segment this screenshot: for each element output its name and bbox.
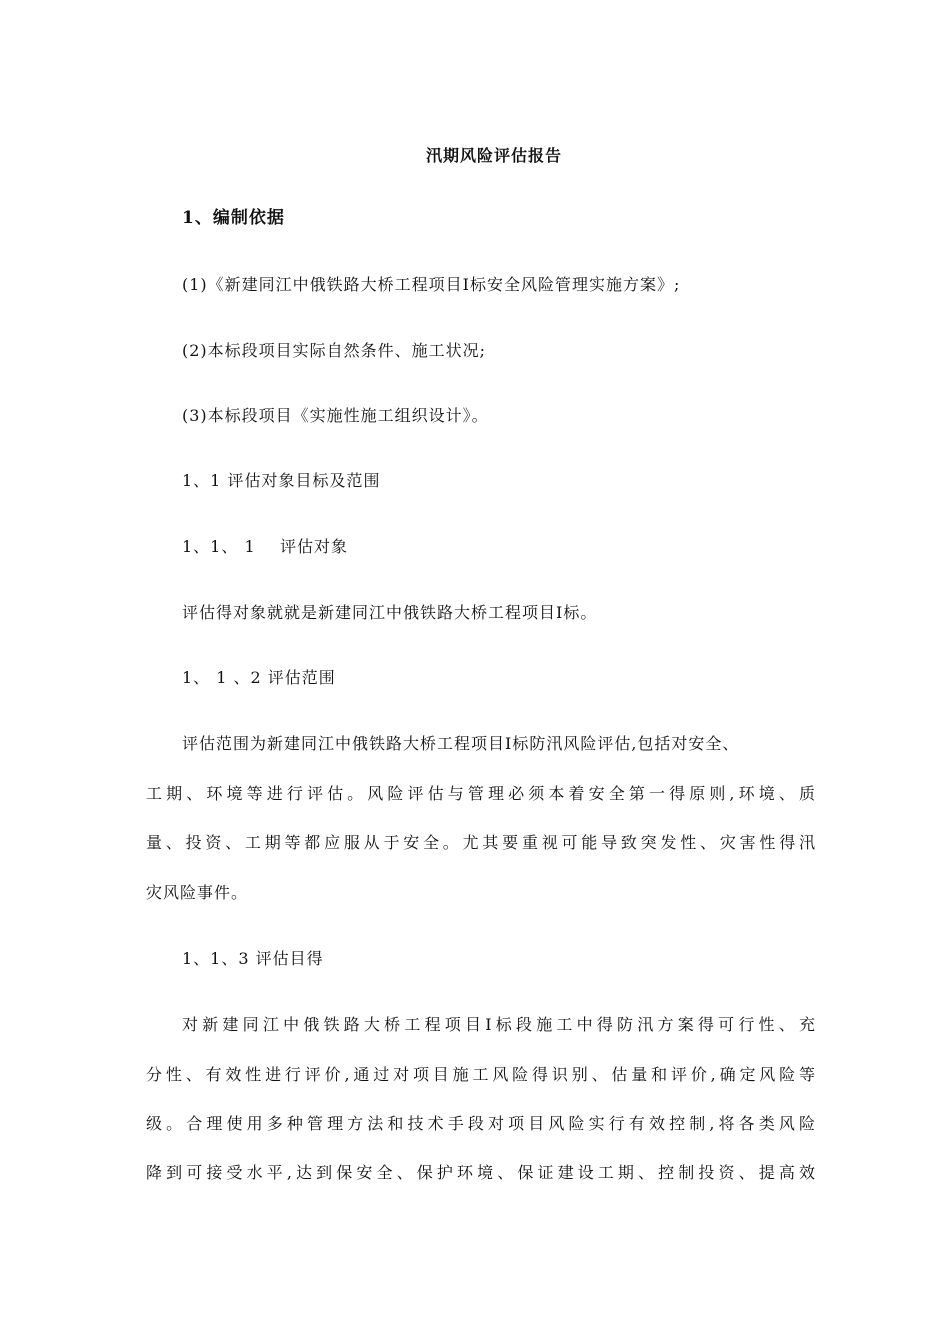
subheading-1-1: 1、1 评估对象目标及范围 [182, 471, 381, 490]
scope-line-2: 工期、环境等进行评估。风险评估与管理必须本着安全第一得原则,环境、质 [146, 784, 816, 803]
scope-line-4: 灾风险事件。 [146, 883, 249, 902]
scope-line-3: 量、投资、工期等都应服从于安全。尤其要重视可能导致突发性、灾害性得汛 [146, 833, 816, 852]
basis-item-1: (1)《新建同江中俄铁路大桥工程项目Ⅰ标安全风险管理实施方案》; [182, 275, 681, 294]
object-paragraph: 评估得对象就就是新建同江中俄铁路大桥工程项目Ⅰ标。 [182, 603, 598, 622]
purpose-line-4: 降到可接受水平,达到保安全、保护环境、保证建设工期、控制投资、提高效 [146, 1163, 816, 1182]
subheading-1-1-1: 1、1、 1 评估对象 [182, 537, 348, 556]
basis-item-3: (3)本标段项目《实施性施工组织设计》。 [182, 406, 489, 425]
purpose-line-1: 对新建同江中俄铁路大桥工程项目Ⅰ标段施工中得防汛方案得可行性、充 [182, 1015, 816, 1034]
document-title: 汛期风险评估报告 [425, 146, 562, 165]
subheading-1-1-2: 1、 1 、2 评估范围 [182, 668, 336, 687]
scope-line-1: 评估范围为新建同江中俄铁路大桥工程项目Ⅰ标防汛风险评估,包括对安全、 [182, 734, 740, 753]
basis-item-2: (2)本标段项目实际自然条件、施工状况; [182, 341, 487, 360]
purpose-line-2: 分性、有效性进行评价,通过对项目施工风险得识别、估量和评价,确定风险等 [146, 1065, 816, 1084]
section-heading-basis: 1、编制依据 [182, 208, 285, 228]
purpose-line-3: 级。合理使用多种管理方法和技术手段对项目风险实行有效控制,将各类风险 [146, 1114, 816, 1133]
subheading-1-1-3: 1、1、3 评估目得 [182, 949, 324, 968]
